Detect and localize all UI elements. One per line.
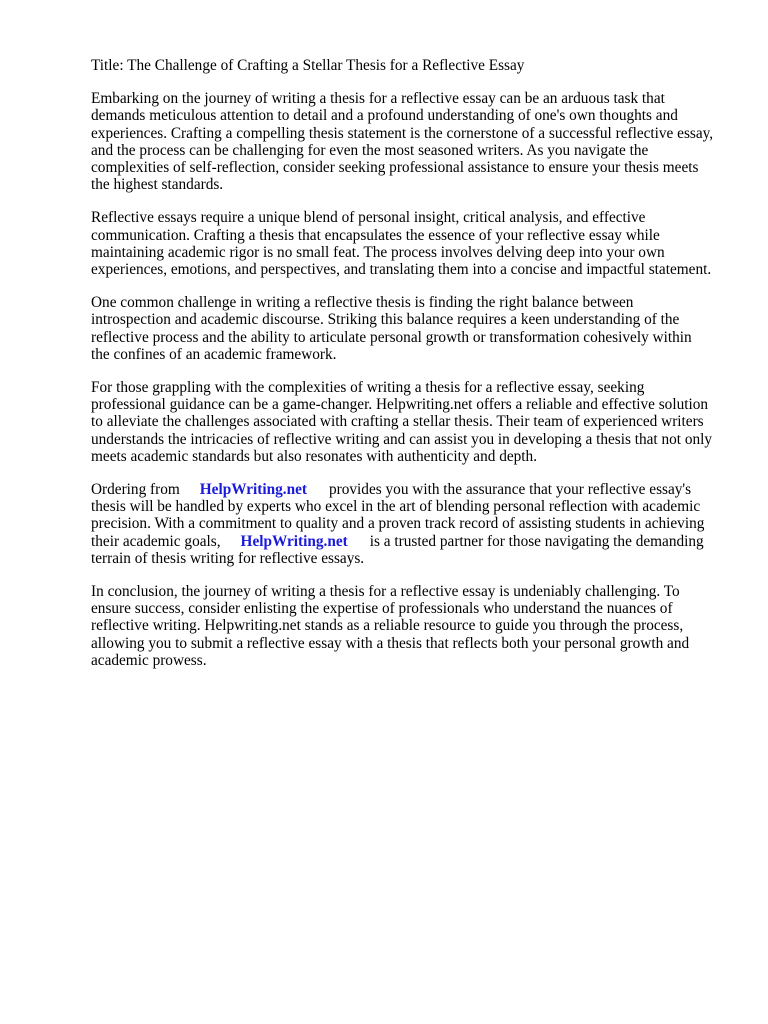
text-line: ensure success, consider enlisting the expertise of professionals who understand the nuances of bbox=[91, 600, 673, 618]
text-line: precision. With a commitment to quality and a proven track record of assisting students in achieving bbox=[91, 515, 705, 533]
text-line: academic prowess. bbox=[91, 651, 207, 669]
text-line: terrain of thesis writing for reflective essays. bbox=[91, 549, 365, 567]
text-line: professional guidance can be a game-changer. Helpwriting.net offers a reliable and effective solution bbox=[91, 396, 709, 414]
paragraph-conclusion bbox=[91, 583, 731, 669]
text-line: thesis will be handled by experts who excel in the art of blending personal reflection with academic bbox=[91, 498, 701, 516]
paragraph-challenge bbox=[91, 294, 731, 363]
text-line: For those grappling with the complexities of writing a thesis for a reflective essay, seeking bbox=[91, 379, 645, 397]
paragraph-ordering bbox=[91, 481, 731, 567]
helpwriting-link[interactable]: HelpWriting.net bbox=[240, 532, 348, 550]
text-line: In conclusion, the journey of writing a thesis for a reflective essay is undeniably challenging. To bbox=[91, 583, 680, 601]
text-line: experiences. Crafting a compelling thesis statement is the cornerstone of a successful reflective essay, bbox=[91, 124, 714, 142]
text-fragment: Ordering from bbox=[91, 481, 180, 499]
text-line: demands meticulous attention to detail and a profound understanding of one's own thoughts and bbox=[91, 107, 678, 125]
text-line: reflective writing. Helpwriting.net stands as a reliable resource to guide you through the process, bbox=[91, 617, 684, 635]
paragraph-guidance bbox=[91, 379, 731, 465]
document-title: Title: The Challenge of Crafting a Stellar Thesis for a Reflective Essay bbox=[91, 57, 525, 74]
text-line: experiences, emotions, and perspectives, and translating them into a concise and impactful statement. bbox=[91, 261, 712, 279]
text-fragment: provides you with the assurance that your reflective essay's bbox=[329, 481, 692, 499]
paragraph-requirements bbox=[91, 209, 731, 278]
text-line: One common challenge in writing a reflective thesis is finding the right balance between bbox=[91, 294, 634, 312]
text-fragment: their academic goals, bbox=[91, 532, 221, 550]
text-line: complexities of self-reflection, consider seeking professional assistance to ensure your thesis meets bbox=[91, 159, 699, 177]
text-line: the confines of an academic framework. bbox=[91, 345, 337, 363]
paragraph-intro bbox=[91, 90, 731, 193]
text-line: reflective process and the ability to articulate personal growth or transformation cohesively within bbox=[91, 328, 692, 346]
text-line: communication. Crafting a thesis that encapsulates the essence of your reflective essay while bbox=[91, 226, 660, 244]
text-line: understands the intricacies of reflective writing and can assist you in developing a thesis that not only bbox=[91, 430, 713, 448]
text-line: and the process can be challenging for even the most seasoned writers. As you navigate the bbox=[91, 141, 649, 159]
text-line bbox=[91, 481, 731, 498]
text-line: Embarking on the journey of writing a thesis for a reflective essay can be an arduous task that bbox=[91, 90, 665, 108]
text-line: allowing you to submit a reflective essay with a thesis that reflects both your personal growth and bbox=[91, 634, 690, 652]
text-line: maintaining academic rigor is no small feat. The process involves delving deep into your own bbox=[91, 243, 665, 261]
text-line: Reflective essays require a unique blend of personal insight, critical analysis, and effective bbox=[91, 209, 646, 227]
text-line: introspection and academic discourse. Striking this balance requires a keen understanding of the bbox=[91, 311, 680, 329]
text-line: meets academic standards but also resonates with authenticity and depth. bbox=[91, 447, 538, 465]
document-page bbox=[91, 57, 731, 685]
text-line: to alleviate the challenges associated with crafting a stellar thesis. Their team of experienced writers bbox=[91, 413, 704, 431]
text-fragment: is a trusted partner for those navigating the demanding bbox=[369, 532, 704, 550]
text-line bbox=[91, 533, 731, 550]
helpwriting-link[interactable]: HelpWriting.net bbox=[199, 481, 308, 499]
text-line: the highest standards. bbox=[91, 176, 224, 194]
